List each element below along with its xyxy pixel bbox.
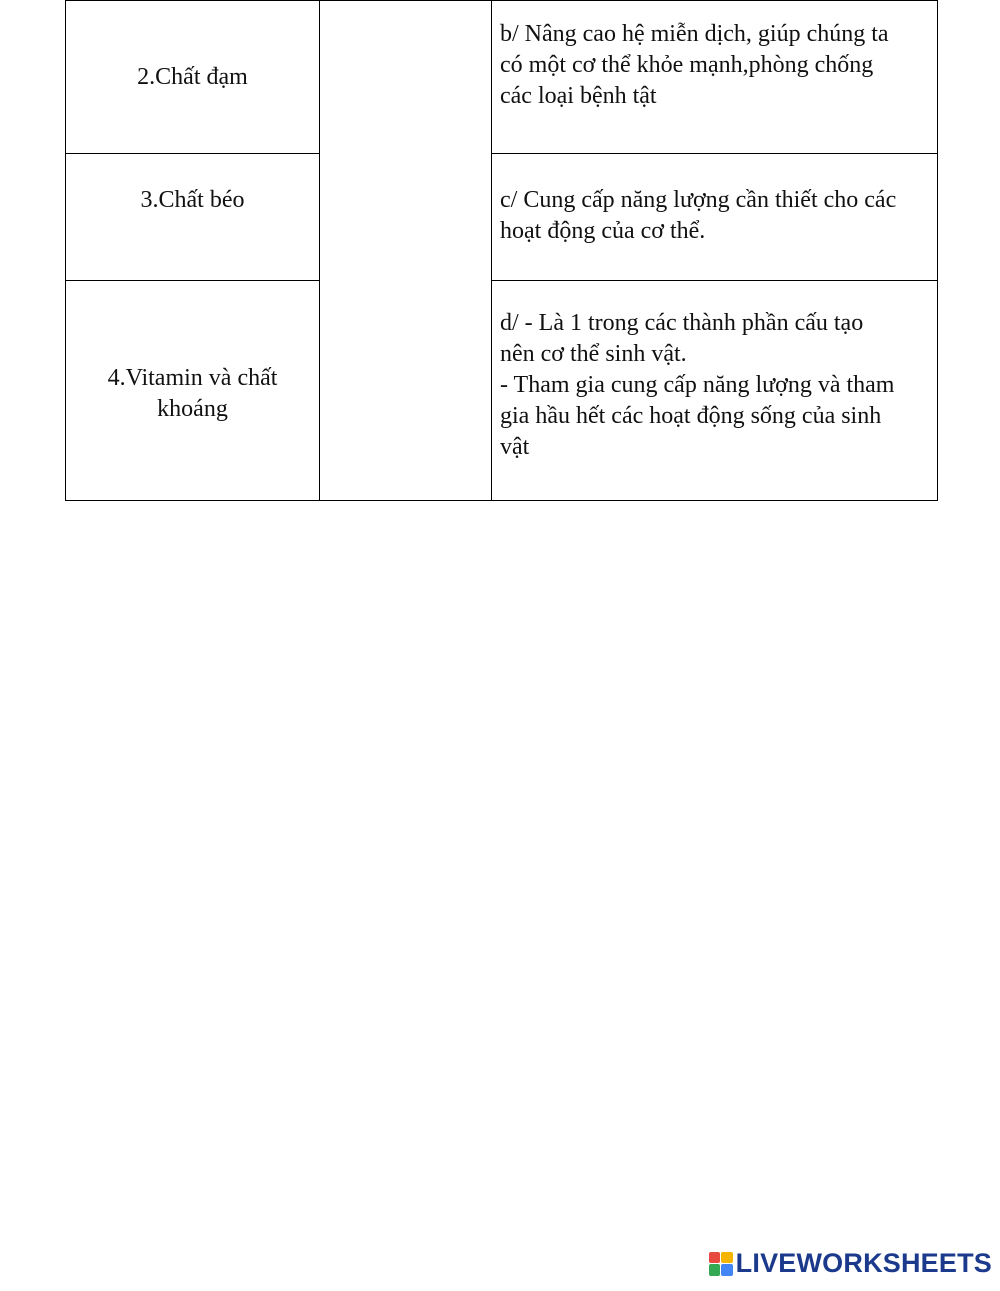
nutrient-cell xyxy=(66,1,320,154)
description-cell xyxy=(492,1,938,154)
description-cell xyxy=(492,281,938,501)
description-line: d/ - Là 1 trong các thành phần cấu tạo xyxy=(500,310,864,336)
table-row xyxy=(66,154,938,281)
description-line: có một cơ thể khỏe mạnh,phòng chống xyxy=(500,51,874,78)
logo-block-i xyxy=(721,1252,733,1264)
description-line: hoạt động của cơ thể. xyxy=(500,218,706,244)
description-line: gia hầu hết các hoạt động sống của sinh xyxy=(500,403,882,429)
nutrient-cell xyxy=(66,154,320,281)
nutrient-label: 3.Chất béo xyxy=(140,186,245,213)
liveworksheets-logo-icon xyxy=(709,1252,733,1276)
nutrient-label: khoáng xyxy=(157,395,228,422)
logo-block-v xyxy=(709,1264,721,1276)
table-row xyxy=(66,1,938,154)
description-line: vật xyxy=(500,434,530,460)
matching-table xyxy=(65,0,938,501)
nutrient-cell xyxy=(66,281,320,501)
brand-name: LIVEWORKSHEETS xyxy=(735,1248,992,1278)
description-line: nên cơ thể sinh vật. xyxy=(500,341,687,367)
description-line: b/ Nâng cao hệ miễn dịch, giúp chúng ta xyxy=(500,20,889,47)
table-row xyxy=(66,281,938,501)
answer-drop-zone[interactable] xyxy=(320,1,492,501)
description-line: - Tham gia cung cấp năng lượng và tham xyxy=(500,372,895,398)
logo-block-l xyxy=(709,1252,721,1264)
liveworksheets-brand xyxy=(709,1250,992,1277)
nutrient-label: 4.Vitamin và chất xyxy=(107,364,278,391)
description-line: các loại bệnh tật xyxy=(500,82,657,109)
nutrient-label: 2.Chất đạm xyxy=(137,63,248,90)
description-cell xyxy=(492,154,938,281)
description-line: c/ Cung cấp năng lượng cần thiết cho các xyxy=(500,187,897,213)
logo-block-e xyxy=(721,1264,733,1276)
